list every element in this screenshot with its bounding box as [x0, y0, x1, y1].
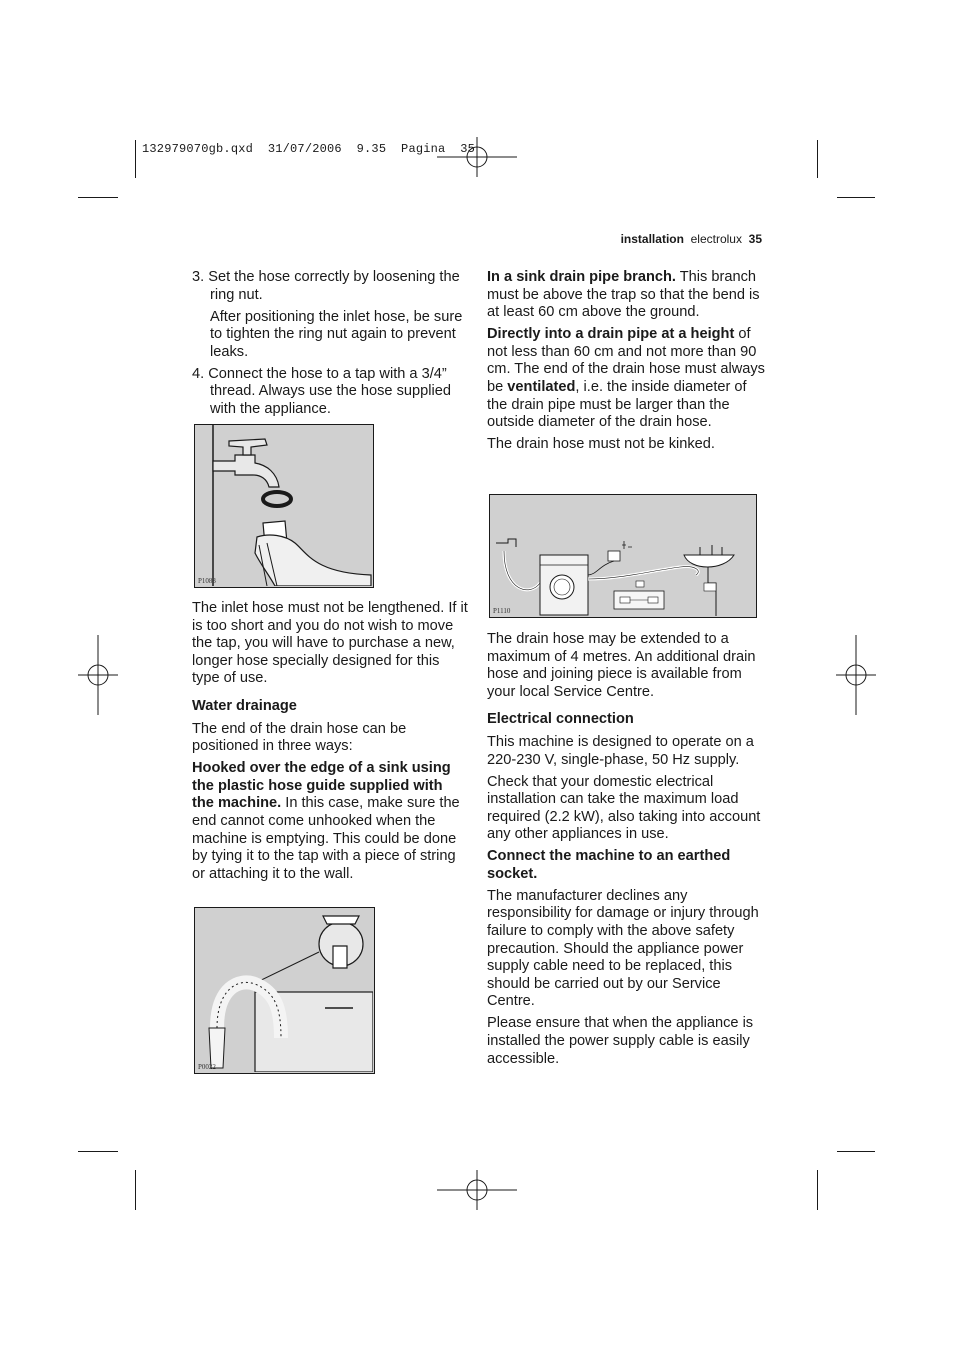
registration-mark-right	[836, 635, 876, 715]
branch-option-text: This branch must be above the trap so that the bend is at least 60 cm above the ground.	[487, 269, 760, 321]
figure-code: P1110	[493, 607, 511, 615]
direct-option-text-1: of not less than 60 cm and not more than 90 cm. The end of the drain hose must always be	[487, 326, 765, 395]
ventilated-term: ventilated	[507, 378, 576, 395]
hooked-option-text: In this case, make sure the end cannot come unhooked when the machine is emptying. This could be done by tying it to the tap with a piece of string or attaching it to the wall.	[192, 795, 460, 882]
direct-option	[487, 326, 765, 432]
step-3: 3. Set the hose correctly by loosening the ring nut.	[192, 269, 460, 303]
direct-option-title: Directly into a drain pipe at a height	[487, 326, 735, 343]
earthed-socket-text: Connect the machine to an earthed socket.	[487, 848, 731, 882]
earthed-socket-warning	[487, 848, 765, 883]
page-number: 35	[748, 232, 762, 246]
branch-option	[487, 269, 765, 322]
page-header	[621, 232, 762, 246]
water-drainage-heading: Water drainage	[192, 697, 297, 714]
drain-layout-figure	[489, 494, 757, 618]
kink-note: The drain hose must not be kinked.	[487, 436, 715, 453]
inlet-hose-note: The inlet hose must not be lengthened. If it is too short and you do not wish to move the tap, you will have to purchase a new, longer hose specially designed for this type of use.	[192, 600, 468, 687]
registration-mark-bottom	[437, 1170, 517, 1210]
direct-option-text-2: , i.e. the inside diameter of the drain pipe must be larger than the outside diameter of the drain hose.	[487, 378, 747, 431]
registration-mark-left	[78, 635, 118, 715]
electrical-connection-heading: Electrical connection	[487, 711, 634, 728]
step-3-note: After positioning the inlet hose, be sure to tighten the ring nut again to prevent leaks.	[210, 308, 463, 360]
left-column-continued	[192, 600, 468, 888]
left-column	[192, 269, 468, 423]
manufacturer-disclaimer: The manufacturer declines any responsibility for damage or injury through failure to comply with the above safety precaution. Should the appliance power supply cable need to be replaced, this should be carried out by our Service Centre.	[487, 887, 759, 1010]
figure-code: P1083	[198, 577, 216, 585]
cable-access-note: Please ensure that when the appliance is installed the power supply cable is easily accessible.	[487, 1015, 754, 1067]
hooked-option	[192, 760, 468, 883]
print-slug: 132979070gb.qxd 31/07/2006 9.35 Pagina 35	[142, 142, 476, 156]
electrical-supply-text: This machine is designed to operate on a 220-230 V, single-phase, 50 Hz supply.	[487, 733, 754, 768]
section-name: installation	[620, 232, 684, 246]
right-column-continued	[487, 631, 765, 1073]
branch-option-title: In a sink drain pipe branch.	[487, 269, 676, 285]
right-column	[487, 269, 765, 458]
hooked-option-title: Hooked over the edge of a sink using the plastic hose guide supplied with the machine.	[192, 760, 451, 812]
electrical-load-text: Check that your domestic electrical installation can take the maximum load required (2.2 kW), also taking into account any other appliances in use.	[487, 773, 761, 843]
tap-connection-figure	[194, 424, 374, 588]
drain-intro: The end of the drain hose can be positioned in three ways:	[192, 720, 407, 755]
figure-code: P0022	[198, 1063, 216, 1071]
extend-note: The drain hose may be extended to a maximum of 4 metres. An additional drain hose and joining piece is available from your local Service Centre.	[487, 631, 756, 700]
sink-hook-figure	[194, 907, 375, 1074]
step-4: 4. Connect the hose to a tap with a 3/4” thread. Always use the hose supplied with the appliance.	[192, 365, 451, 417]
brand-name: electrolux	[690, 232, 742, 246]
